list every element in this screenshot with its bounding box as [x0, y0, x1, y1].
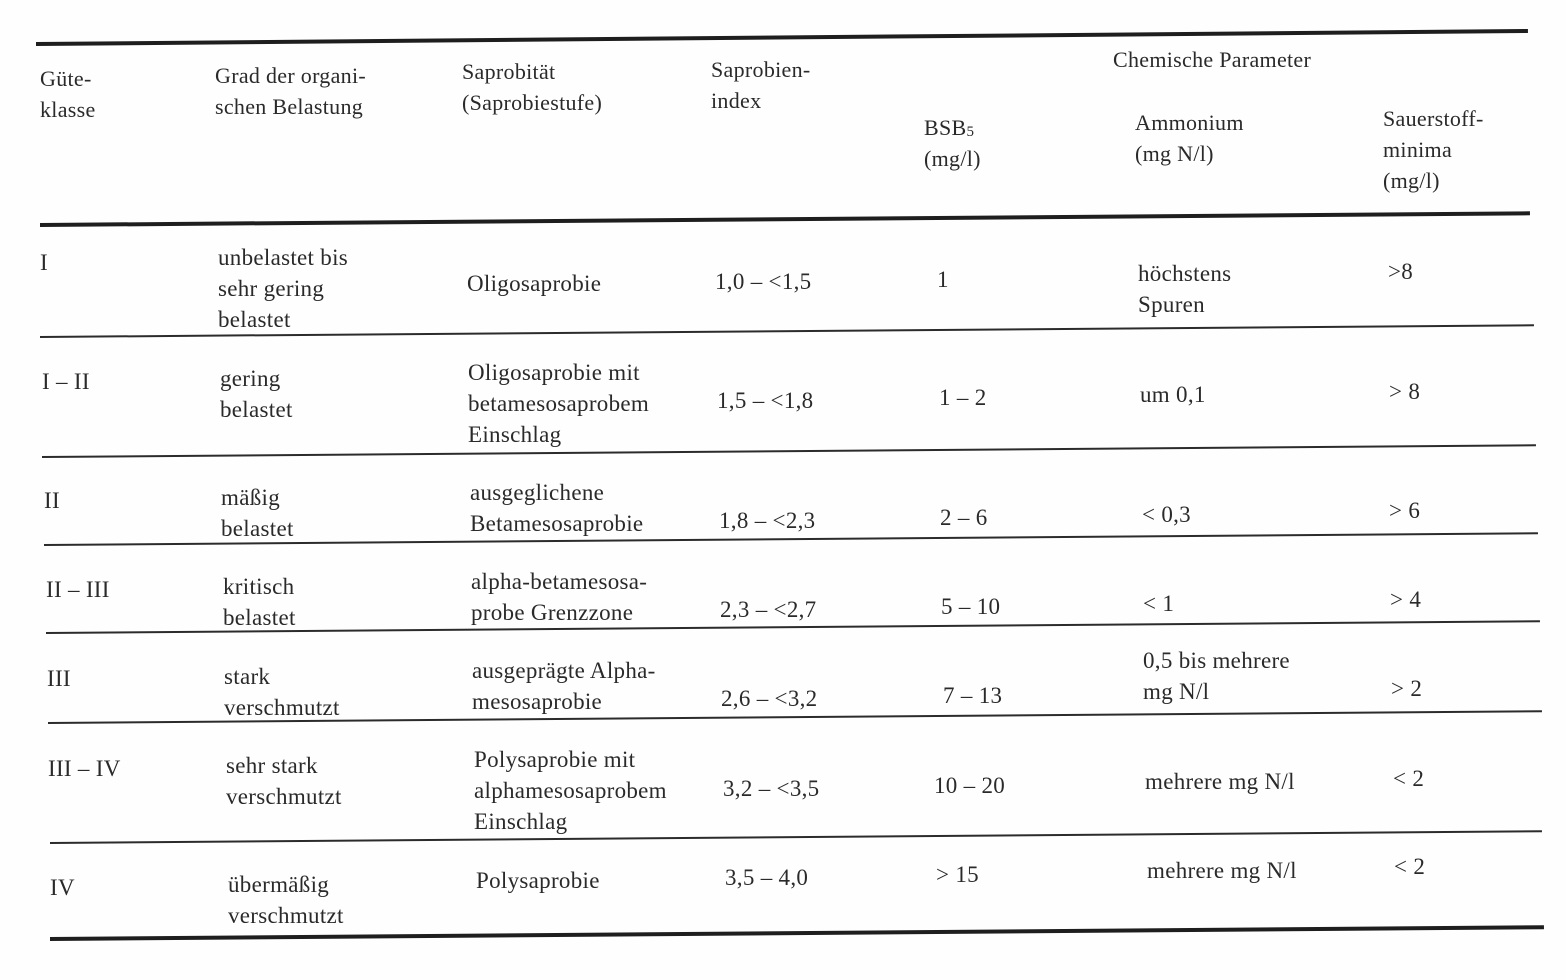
row-6-sauerstoff: < 2: [1393, 766, 1425, 791]
row-2-ammonium: um 0,1: [1140, 382, 1206, 407]
row-1-klasse: I: [40, 250, 48, 275]
row-1-ammonium: höchstens Spuren: [1138, 261, 1232, 317]
header-bsb-subscript: 5: [966, 124, 975, 140]
row-5-index: 2,6 – <3,2: [721, 686, 818, 711]
row-3-index: 1,8 – <2,3: [719, 508, 816, 533]
row-2-klasse: I – II: [42, 369, 90, 394]
row-1-bsb: 1: [937, 267, 949, 292]
row-7-klasse: IV: [50, 875, 75, 900]
row-7-ammonium: mehrere mg N/l: [1147, 858, 1297, 883]
row-4-grad: kritisch belastet: [223, 574, 296, 630]
row-1-grad: unbelastet bis sehr gering belastet: [218, 245, 349, 332]
row-7-sauerstoff: < 2: [1394, 854, 1426, 879]
row-2-index: 1,5 – <1,8: [717, 388, 814, 413]
row-6-ammonium: mehrere mg N/l: [1145, 769, 1295, 794]
row-2-saprobitaet: Oligosaprobie mit betamesosaprobem Einschlag: [468, 360, 650, 447]
row-7-bsb: > 15: [936, 862, 979, 887]
row-3-ammonium: < 0,3: [1142, 502, 1191, 527]
row-6-klasse: III – IV: [48, 756, 121, 781]
row-1-index: 1,0 – <1,5: [715, 269, 812, 294]
row-divider: [42, 444, 1536, 458]
row-3-sauerstoff: > 6: [1389, 498, 1421, 523]
row-5-bsb: 7 – 13: [943, 683, 1003, 708]
header-bottom-rule: [40, 211, 1530, 227]
row-7-index: 3,5 – 4,0: [725, 865, 809, 890]
header-bsb-label: BSB: [924, 115, 967, 140]
row-3-saprobitaet: ausgeglichene Betamesosaprobie: [470, 480, 644, 536]
header-saprobienindex: Saprobien- index: [711, 57, 811, 113]
row-6-bsb: 10 – 20: [934, 773, 1006, 798]
row-3-grad: mäßig belastet: [221, 485, 294, 541]
row-2-bsb: 1 – 2: [939, 385, 987, 410]
row-6-grad: sehr stark verschmutzt: [226, 753, 342, 809]
header-grad: Grad der organi- schen Belastung: [215, 63, 367, 119]
header-klasse: Güte- klasse: [40, 66, 96, 122]
row-2-grad: gering belastet: [220, 366, 293, 422]
row-1-sauerstoff: >8: [1388, 259, 1414, 284]
row-3-klasse: II: [44, 488, 60, 513]
header-sauerstoff: Sauerstoff- minima (mg/l): [1383, 106, 1484, 193]
row-5-grad: stark verschmutzt: [224, 664, 340, 720]
header-chemische-parameter: Chemische Parameter: [1113, 47, 1312, 72]
header-bsb-unit: (mg/l): [924, 146, 981, 171]
row-5-sauerstoff: > 2: [1391, 676, 1423, 701]
row-7-saprobitaet: Polysaprobie: [476, 868, 600, 893]
row-4-ammonium: < 1: [1143, 591, 1175, 616]
row-5-saprobitaet: ausgeprägte Alpha- mesosaprobie: [472, 658, 656, 714]
row-5-ammonium: 0,5 bis mehrere mg N/l: [1143, 648, 1290, 704]
row-6-index: 3,2 – <3,5: [723, 776, 820, 801]
row-4-saprobitaet: alpha-betamesosa- probe Grenzzone: [471, 569, 648, 625]
header-ammonium: Ammonium (mg N/l): [1135, 110, 1244, 166]
row-4-klasse: II – III: [46, 577, 110, 602]
row-6-saprobitaet: Polysaprobie mit alphamesosaprobem Einschlag: [474, 747, 667, 834]
row-5-klasse: III: [47, 666, 71, 691]
row-3-bsb: 2 – 6: [940, 505, 988, 530]
row-4-bsb: 5 – 10: [941, 594, 1001, 619]
row-2-sauerstoff: > 8: [1389, 379, 1421, 404]
row-7-grad: übermäßig verschmutzt: [228, 872, 344, 928]
row-4-sauerstoff: > 4: [1390, 587, 1422, 612]
row-divider: [50, 830, 1542, 844]
row-4-index: 2,3 – <2,7: [720, 597, 817, 622]
header-saprobitaet: Saprobität (Saprobiestufe): [462, 59, 603, 115]
row-1-saprobitaet: Oligosaprobie: [467, 271, 602, 296]
